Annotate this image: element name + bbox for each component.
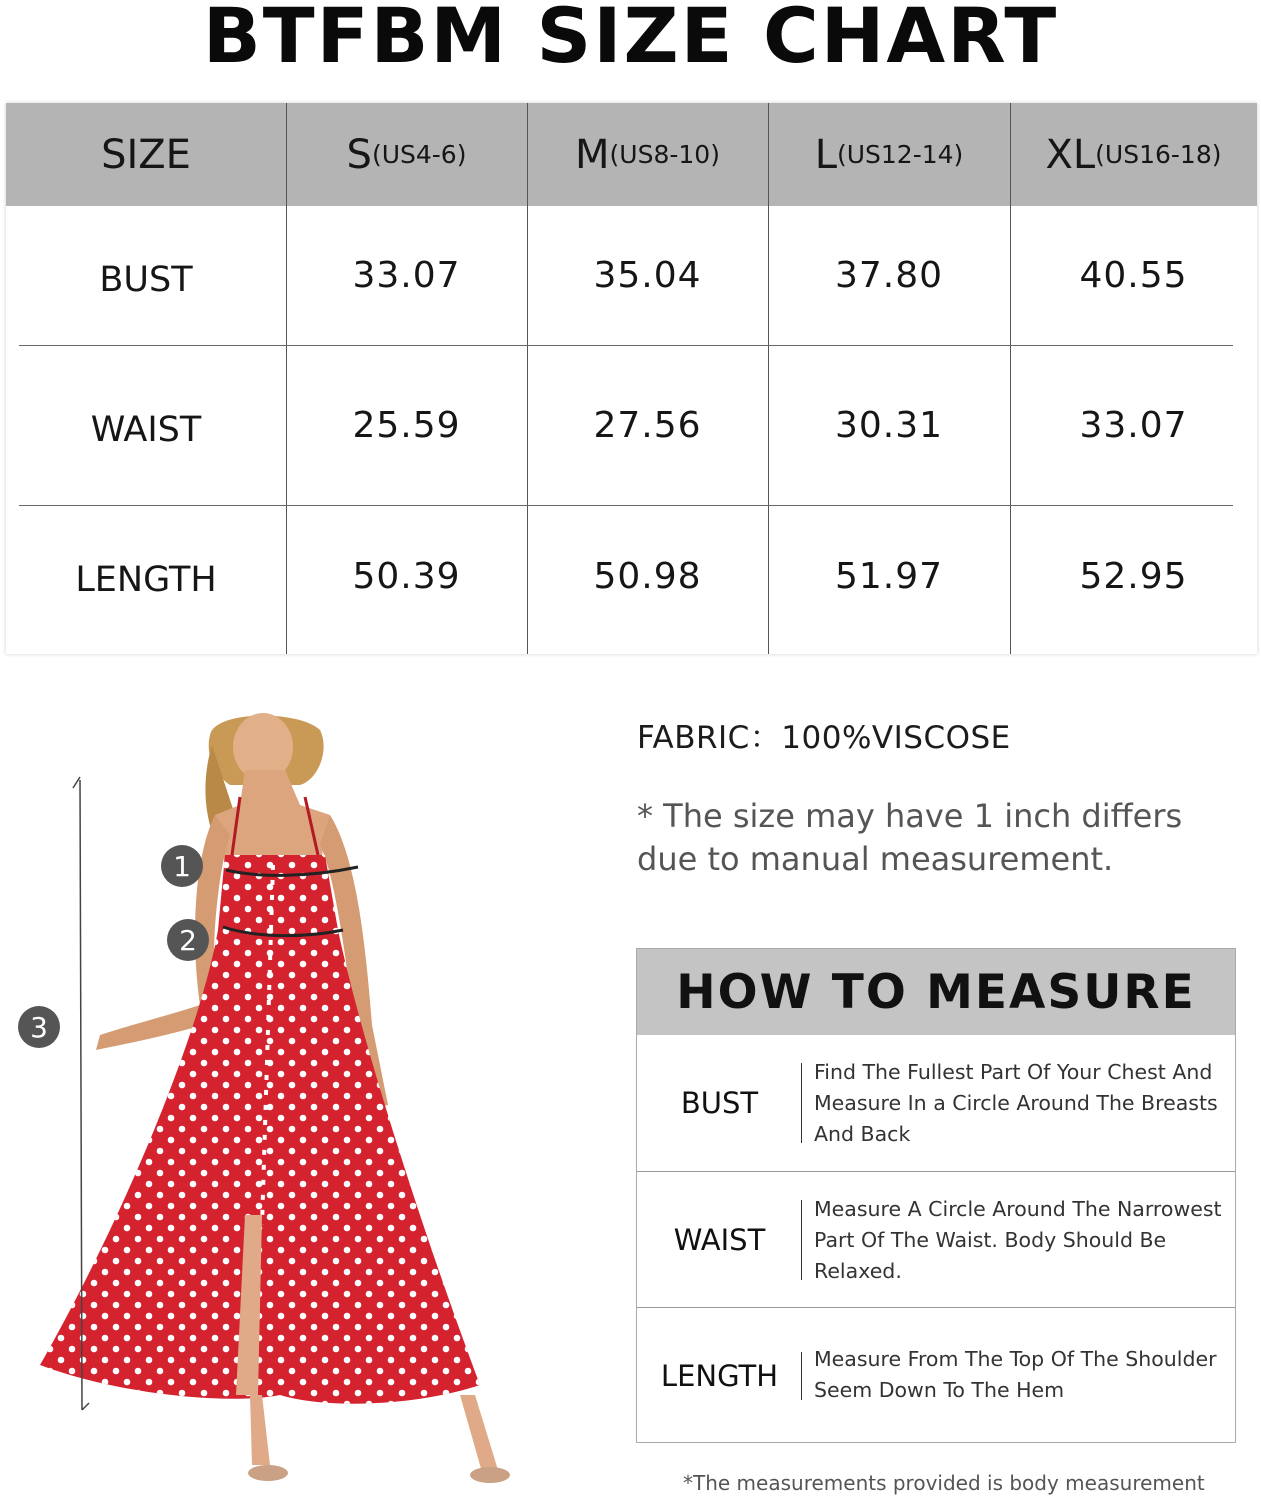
size-us-range: (US8-10) — [609, 140, 720, 169]
table-cell: 33.07 — [1079, 405, 1188, 446]
table-cell: 33.07 — [352, 255, 461, 296]
row-label-length: LENGTH — [75, 560, 217, 600]
size-column-xl — [1010, 103, 1257, 206]
size-note: * The size may have 1 inch differs due to manual measurement. — [637, 797, 1183, 878]
table-cell: 37.80 — [834, 255, 944, 296]
table-cell: 25.59 — [352, 405, 461, 446]
measure-badge-3: 3 — [18, 1006, 60, 1048]
measure-description: Measure A Circle Around The Narrowest Part Of The Waist. Body Should Be Relaxed. — [814, 1197, 1222, 1283]
fabric-info: FABRIC：100%VISCOSE — [637, 720, 1011, 756]
table-cell: 27.56 — [593, 405, 702, 446]
size-column-s — [286, 103, 527, 206]
table-cell: 40.55 — [1079, 255, 1188, 296]
measure-row-waist — [637, 1172, 1235, 1308]
label-divider — [801, 1063, 802, 1143]
size-column-l — [768, 103, 1010, 206]
table-cell: 50.98 — [593, 555, 702, 597]
table-cell: 52.95 — [1079, 555, 1188, 597]
size-us-range: (US4-6) — [371, 140, 467, 169]
measure-label: LENGTH — [660, 1359, 779, 1393]
size-us-range: (US16-18) — [1095, 140, 1222, 169]
model-figure — [0, 705, 560, 1500]
measure-row-length — [637, 1308, 1235, 1444]
table-cell: 35.04 — [593, 255, 702, 296]
size-name: S — [346, 131, 372, 178]
measure-badge-2: 2 — [167, 919, 209, 961]
size-name: M — [575, 131, 610, 178]
dress-model-illustration — [0, 705, 560, 1500]
table-cell: 51.97 — [834, 555, 944, 597]
row-label-bust: BUST — [99, 259, 193, 300]
row-label-waist: WAIST — [90, 409, 202, 450]
how-to-measure-title: HOW TO MEASURE — [637, 949, 1235, 1035]
size-table-header — [6, 103, 1257, 206]
size-name: L — [814, 131, 837, 178]
measure-description: Measure From The Top Of The Shoulder Seem Down To The Hem — [814, 1347, 1217, 1402]
size-column-m — [527, 103, 768, 206]
page-title: BTFBM SIZE CHART — [202, 0, 1059, 80]
table-cell: 50.39 — [352, 555, 461, 597]
label-divider — [801, 1200, 802, 1280]
size-chart-table — [6, 103, 1257, 654]
measure-description: Find The Fullest Part Of Your Chest And Measure In a Circle Around The Breasts And Back — [814, 1060, 1218, 1146]
label-divider — [801, 1352, 802, 1400]
measure-badge-1: 1 — [161, 845, 203, 887]
table-cell: 30.31 — [834, 405, 944, 446]
size-header-label: SIZE — [101, 131, 191, 178]
measure-row-bust — [637, 1035, 1235, 1171]
size-name: XL — [1045, 131, 1096, 178]
measure-label: WAIST — [673, 1223, 766, 1257]
footnote: *The measurements provided is body measurement — [683, 1471, 1205, 1495]
how-to-measure-table — [636, 948, 1236, 1443]
size-us-range: (US12-14) — [836, 140, 964, 169]
measure-label: BUST — [680, 1086, 759, 1120]
